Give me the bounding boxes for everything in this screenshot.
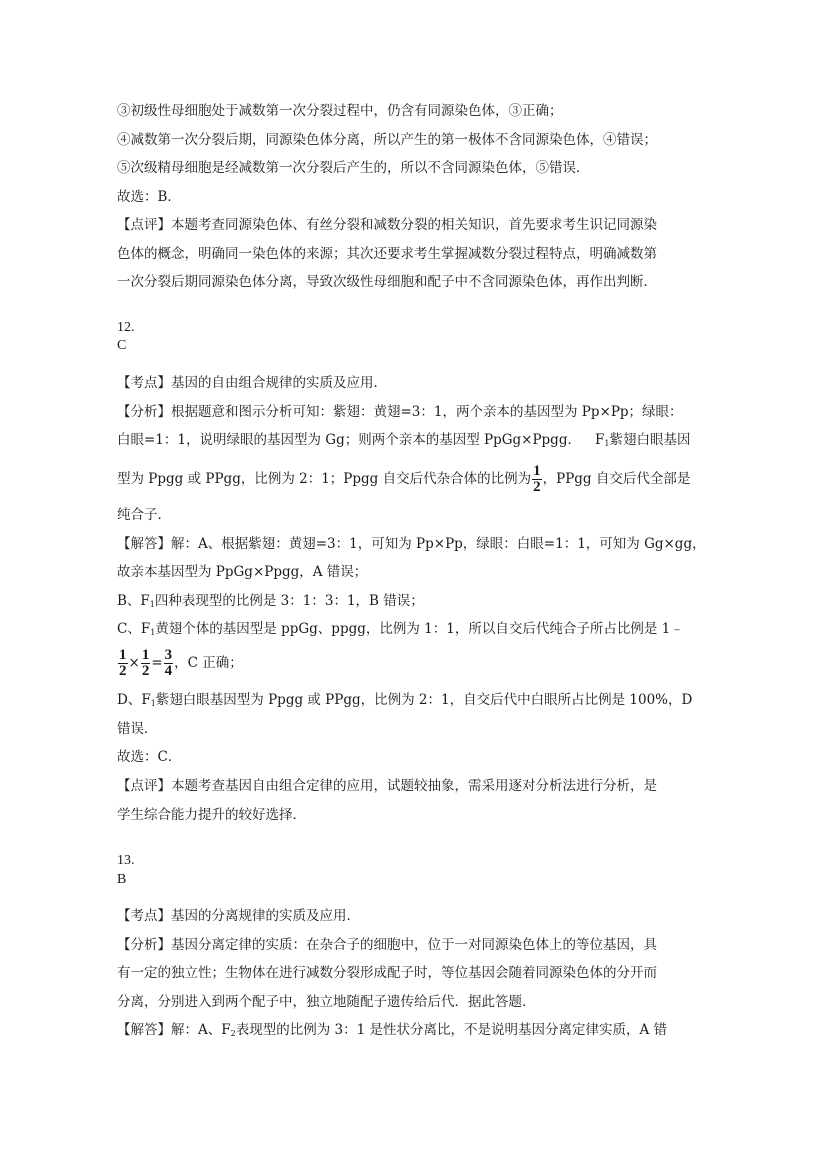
q13-analysis-2: 有一定的独立性；生物体在进行减数分裂形成配子时，等位基因会随着同源染色体的分开而 xyxy=(117,965,657,981)
q12-solution-5: $\frac{1}{2}$ × $\frac{1}{2}$ = $\frac{3}{4}$ ，C 正确； xyxy=(119,647,243,679)
q13-analysis-3: 分离，分别进入到两个配子中，独立地随配子遗传给后代．据此答题． xyxy=(117,994,536,1010)
q12-solution-2: 故亲本基因型为 PpGg×Ppgg，A 错误； xyxy=(117,564,368,580)
q12-choice: 故选：C． xyxy=(117,749,182,765)
q12-review-2: 学生综合能力提升的较好选择． xyxy=(117,807,306,823)
q12-analysis-2: 白眼=1：1，说明绿眼的基因型为 Gg；则两个亲本的基因型 PpGg×Ppgg． $F_1$紫翅白眼基因 xyxy=(117,432,691,448)
q11-review-2: 色体的概念，明确同一染色体的来源；其次还要求考生掌握减数分裂过程特点，明确减数第 xyxy=(117,246,657,262)
q12-solution-7: 错误． xyxy=(117,721,158,737)
q12-analysis-4: 纯合子． xyxy=(117,507,171,523)
q12-solution-1: 【解答】解：A、根据紫翅：黄翅=3：1，可知为 Pp×Pp，绿眼：白眼=1：1，可知为 Gg×gg， xyxy=(117,536,706,552)
q11-choice: 故选：B． xyxy=(117,189,181,205)
q11-line-3: ③初级性母细胞处于减数第一次分裂过程中，仍含有同源染色体，③正确； xyxy=(117,103,563,119)
fraction-one-half: $\frac{1}{2}$ xyxy=(119,647,127,679)
q12-solution-6: D、$F_1$紫翅白眼基因型为 Ppgg 或 PPgg，比例为 2：1，自交后代中白眼所占比例是 100%，D xyxy=(117,692,693,708)
q12-analysis-3: 型为 Ppgg 或 PPgg，比例为 2：1；Ppgg 自交后代杂合体的比例为 $\frac{1}{2}$ ，PPgg 自交后代全部是 xyxy=(117,463,691,495)
q13-answer: B xyxy=(117,872,127,887)
q12-point: 【考点】基因的自由组合规律的实质及应用． xyxy=(117,375,387,391)
q11-review-1: 【点评】本题考查同源染色体、有丝分裂和减数分裂的相关知识，首先要求考生识记同源染 xyxy=(117,217,657,233)
q13-number: 13. xyxy=(117,853,135,868)
q11-line-5: ⑤次级精母细胞是经减数第一次分裂后产生的，所以不含同源染色体，⑤错误． xyxy=(117,160,590,176)
q12-analysis-1: 【分析】根据题意和图示分析可知：紫翅：黄翅=3：1，两个亲本的基因型为 Pp×Pp；绿眼： xyxy=(117,404,683,420)
fraction-one-half: $\frac{1}{2}$ xyxy=(141,647,150,679)
q13-analysis-1: 【分析】基因分离定律的实质：在杂合子的细胞中，位于一对同源染色体上的等位基因，具 xyxy=(117,937,657,953)
q12-solution-3: B、$F_1$四种表现型的比例是 3：1：3：1，B 错误； xyxy=(117,593,424,609)
q13-solution-1: 【解答】解：A、$F_2$表现型的比例为 3：1 是性状分离比，不是说明基因分离定律实质，A 错 xyxy=(117,1022,668,1038)
fraction-three-quarters: $\frac{3}{4}$ xyxy=(164,647,173,679)
q12-number: 12. xyxy=(117,320,135,335)
q13-point: 【考点】基因的分离规律的实质及应用． xyxy=(117,908,360,924)
fraction-one-half: $\frac{1}{2}$ xyxy=(533,463,541,495)
q12-solution-4: C、$F_1$黄翅个体的基因型是 ppGg、ppgg，比例为 1：1，所以自交后代纯合子所占比例是 1﹣ xyxy=(117,621,684,637)
q11-review-3: 一次分裂后期同源染色体分离，导致次级性母细胞和配子中不含同源染色体，再作出判断． xyxy=(117,274,657,290)
q12-answer: C xyxy=(117,338,127,353)
q11-line-4: ④减数第一次分裂后期，同源染色体分离，所以产生的第一极体不含同源染色体，④错误； xyxy=(117,132,657,148)
q12-review-1: 【点评】本题考查基因自由组合定律的应用，试题较抽象，需采用逐对分析法进行分析，是 xyxy=(117,778,657,794)
